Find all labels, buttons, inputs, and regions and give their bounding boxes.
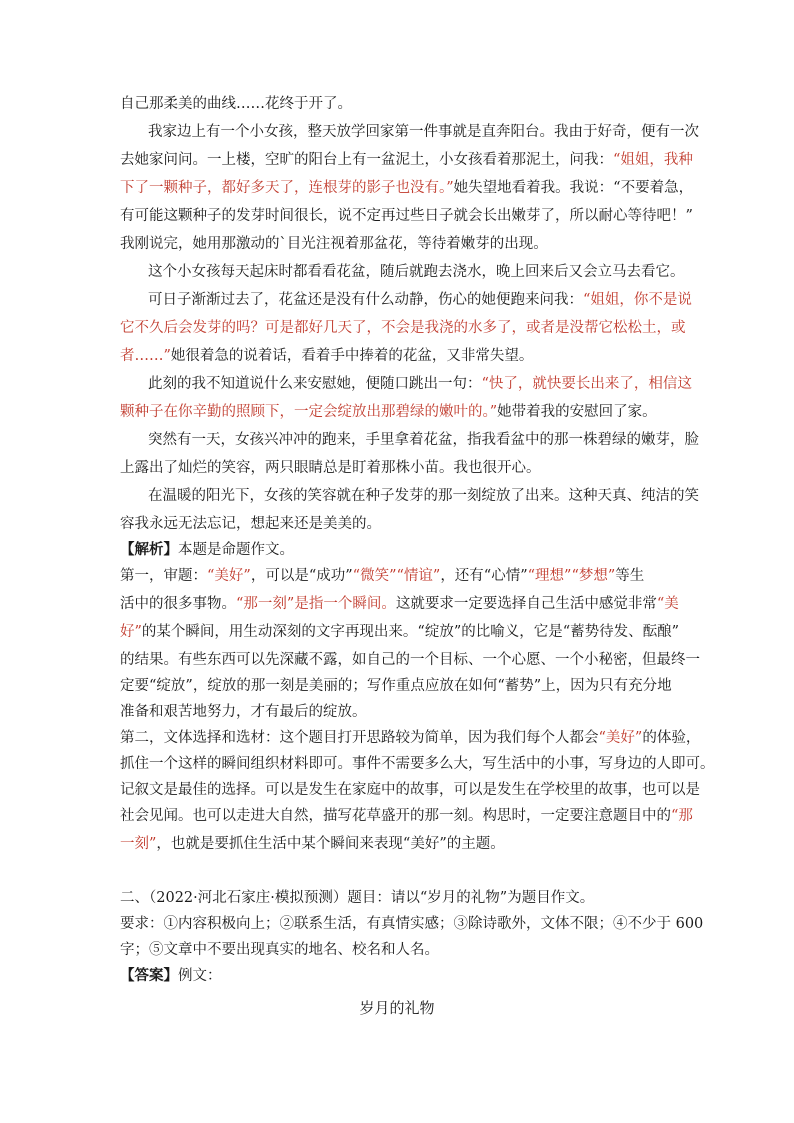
analysis-text: ，也就是要抓住生活中某个瞬间来表现“美好”的主题。: [156, 836, 505, 852]
essay-text: 突然有一天，女孩兴冲冲的跑来，手里拿着花盆，指我看盆中的那一株碧绿的嫩芽，脸: [148, 432, 699, 448]
analysis-line: [120, 754, 715, 774]
essay-quote: 下了一颗种子，都好多天了，连根芽的影子也没有。”: [120, 180, 454, 196]
requirements-text: 要求：①内容积极向上；②联系生活，有真情实感；③除诗歌外，文体不限；④不少于 600: [120, 916, 704, 932]
analysis-text: 的体验，: [642, 730, 701, 746]
analysis-quote: “那: [671, 808, 693, 824]
essay-line: [120, 402, 657, 422]
essay-quote: 者……”: [120, 348, 171, 364]
essay-text: 自己那柔美的曲线……花终于开了。: [120, 96, 352, 112]
analysis-label: 【解析】: [120, 541, 178, 558]
essay-line: [120, 178, 693, 198]
answer-line: [120, 966, 222, 986]
analysis-line: [120, 676, 672, 696]
analysis-line: [120, 594, 679, 614]
analysis-line: [120, 702, 367, 722]
analysis-quote: “美好”: [207, 568, 251, 584]
analysis-line: [120, 566, 644, 586]
essay-text: 有可能这颗种子的发芽时间很长，说不定再过些日子就会长出嫩芽了，所以耐心等待吧！”: [120, 208, 693, 224]
analysis-quote: 好”: [120, 624, 142, 640]
essay-line: [120, 514, 381, 534]
essay-text: 她很着急的说着话，看着手中捧着的花盆，又非常失望。: [170, 348, 534, 364]
analysis-text: 定要“绽放”，绽放的那一刻是美丽的；写作重点应放在如何“蓄势”上，因为只有充分地: [120, 678, 672, 694]
essay-text: 她带着我的安慰回了家。: [497, 404, 657, 420]
essay-line: [120, 346, 533, 366]
analysis-text: 第一，审题：: [120, 568, 207, 584]
requirements-line: [120, 914, 703, 934]
analysis-quote: “微笑”“情谊”: [352, 568, 441, 584]
answer-label: 【答案】: [120, 967, 178, 984]
question-text: 二、（2022·河北石家庄·模拟预测）题目：请以“岁月的礼物”为题目作文。: [120, 890, 595, 906]
analysis-quote: 一刻”: [120, 836, 157, 852]
essay-text: 我刚说完，她用那激动的`目光注视着那盆花，等待着嫩芽的出现。: [120, 236, 548, 252]
analysis-line: [120, 780, 700, 800]
essay-line: [148, 262, 685, 282]
essay-text: 可日子渐渐过去了，花盆还是没有什么动静，伤心的她便跑来问我：: [148, 292, 583, 308]
analysis-quote: “理想”“梦想”: [527, 568, 616, 584]
essay-text: 此刻的我不知道说什么来安慰她，便随口跳出一句：: [148, 376, 482, 392]
analysis-line: [120, 834, 505, 854]
essay-text: 去她家问问。一上楼，空旷的阳台上有一盆泥土，小女孩看着那泥土，问我：: [120, 152, 613, 168]
essay-text: 她失望地看着我。我说：“不要着急，: [453, 180, 694, 196]
essay-text: 上露出了灿烂的笑容，两只眼睛总是盯着那株小苗。我也很开心。: [120, 460, 541, 476]
analysis-text: 抓住一个这样的瞬间组织材料即可。事件不需要多么大，写生活中的小事，写身边的人即可。: [120, 756, 715, 772]
analysis-text: 活中的很多事物。: [120, 596, 236, 612]
essay-line: [120, 206, 693, 226]
analysis-quote: “美: [656, 596, 679, 612]
essay-quote: “姐姐，我种: [613, 152, 693, 168]
analysis-text: 准备和艰苦地努力，才有最后的绽放。: [120, 704, 367, 720]
essay-title: 岁月的礼物: [359, 999, 435, 1017]
requirements-text: 字；⑤文章中不要出现真实的地名、校名和人名。: [120, 942, 439, 958]
essay-text: 容我永远无法忘记，想起来还是美美的。: [120, 516, 381, 532]
answer-text: 例文：: [178, 968, 222, 984]
analysis-line: [120, 806, 693, 826]
essay-line: [148, 122, 699, 142]
essay-line: [120, 94, 352, 114]
analysis-text: 第二，文体选择和选材：这个题目打开思路较为简单，因为我们每个人都会: [120, 730, 599, 746]
analysis-text: ，可以是“成功”: [250, 568, 353, 584]
essay-line: [148, 486, 699, 506]
essay-text: 这个小女孩每天起床时都看看花盆，随后就跑去浇水，晚上回来后又会立马去看它。: [148, 264, 685, 280]
analysis-text: 等生: [615, 568, 645, 584]
essay-quote: “快了，就快要长出来了，相信这: [481, 376, 692, 392]
analysis-quote: “那一刻”是指一个瞬间。: [236, 596, 396, 612]
essay-text: 在温暖的阳光下，女孩的笑容就在种子发芽的那一刻绽放了出来。这种天真、纯洁的笑: [148, 488, 699, 504]
analysis-text: 的结果。有些东西可以先深藏不露，如自己的一个目标、一个心愿、一个小秘密，但最终一: [120, 652, 700, 668]
analysis-text: 社会见闻。也可以走进大自然，描写花草盛开的那一刻。构思时，一定要注意题目中的: [120, 808, 671, 824]
analysis-text: 记叙文是最佳的选择。可以是发生在家庭中的故事，可以是发生在学校里的故事，也可以是: [120, 782, 700, 798]
analysis-text: 这就要求一定要选择自己生活中感觉非常: [395, 596, 657, 612]
essay-line: [148, 374, 692, 394]
analysis-text: ，还有“心情”: [440, 568, 528, 584]
essay-line: [148, 430, 699, 450]
analysis-line: [120, 650, 700, 670]
analysis-line: [120, 728, 700, 748]
question-header: [120, 888, 594, 908]
analysis-text: 的某个瞬间，用生动深刻的文字再现出来。“绽放”的比喻义，它是“蓄势待发、酝酿”: [141, 624, 680, 640]
analysis-line: [120, 622, 679, 642]
requirements-line: [120, 940, 439, 960]
essay-line: [120, 458, 541, 478]
essay-quote: 颗种子在你辛勤的照顾下，一定会绽放出那碧绿的嫩叶的。”: [120, 404, 498, 420]
essay-line: [120, 318, 686, 338]
essay-line: [148, 290, 692, 310]
essay-text: 我家边上有一个小女孩，整天放学回家第一件事就是直奔阳台。我由于好奇，便有一次: [148, 124, 699, 140]
analysis-quote: “美好”: [598, 730, 643, 746]
essay-line: [120, 150, 693, 170]
essay-quote: “姐姐，你不是说: [583, 292, 692, 308]
analysis-header: [120, 540, 294, 560]
essay-line: [120, 234, 548, 254]
essay-quote: 它不久后会发芽的吗？可是都好几天了，不会是我浇的水多了，或者是没帮它松松土，或: [120, 320, 686, 336]
analysis-text: 本题是命题作文。: [178, 542, 294, 558]
